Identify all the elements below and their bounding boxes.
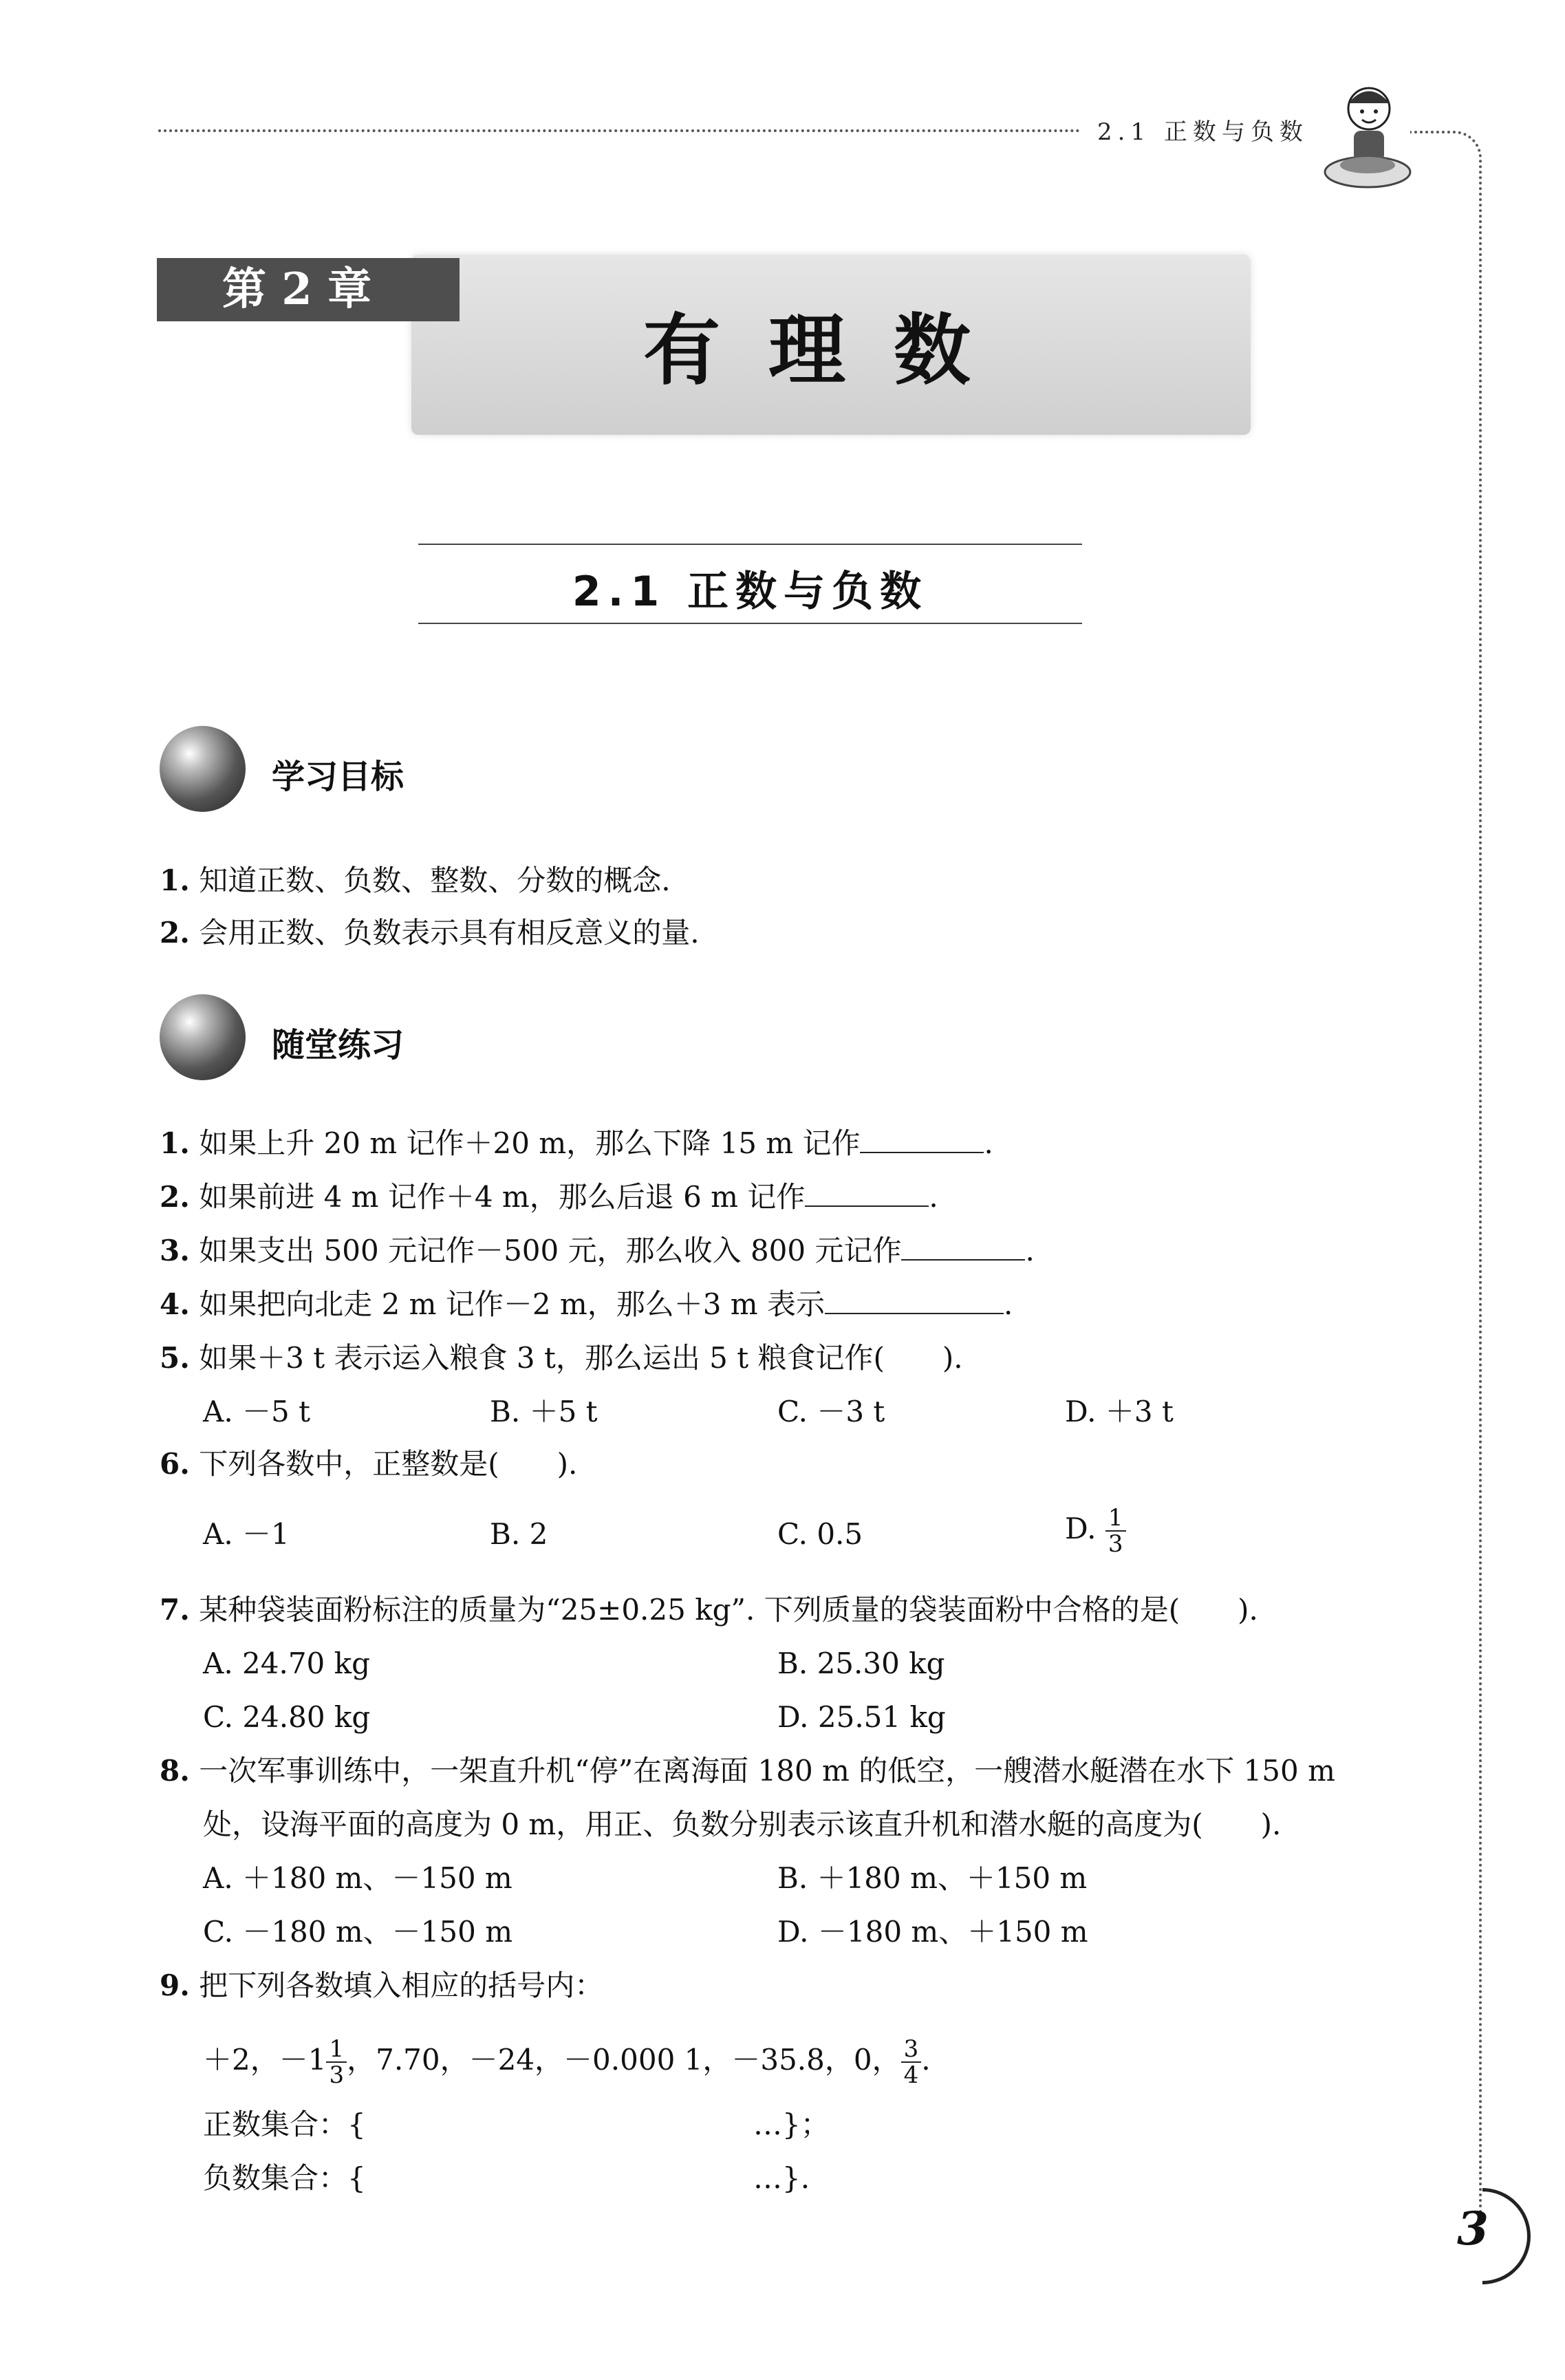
section-rule-top (418, 544, 1082, 545)
goal-item: 2. 会用正数、负数表示具有相反意义的量. (160, 916, 700, 950)
option[interactable]: C. －3 t (777, 1395, 885, 1428)
negative-set-label: 负数集合：{ (203, 2161, 366, 2195)
answer-blank[interactable] (860, 1124, 984, 1153)
negative-set-end: …}. (753, 2161, 810, 2195)
globe-icon (160, 726, 246, 812)
goal-item: 1. 知道正数、负数、整数、分数的概念. (160, 864, 671, 897)
fraction: $\frac{1}{3}$ (1105, 1505, 1126, 1556)
option[interactable]: A. －1 (203, 1517, 290, 1551)
option[interactable]: C. 24.80 kg (203, 1700, 371, 1734)
option[interactable]: D. ＋3 t (1065, 1395, 1174, 1428)
question-7: 7. 某种袋装面粉标注的质量为“25±0.25 kg”. 下列质量的袋装面粉中合格的是( ). (160, 1593, 1258, 1627)
goals-heading: 学习目标 (272, 758, 404, 796)
grid-globe-icon (160, 994, 246, 1080)
option[interactable]: D. 25.51 kg (777, 1700, 946, 1734)
mixed-fraction: $\frac{1}{3}$ (326, 2037, 347, 2088)
chapter-tag: 第 2 章 (157, 258, 460, 321)
header-dotted-rule (158, 129, 1080, 132)
option[interactable]: C. 0.5 (777, 1517, 863, 1551)
page-number: 3 (1457, 2202, 1489, 2255)
option[interactable]: D. －180 m、＋150 m (777, 1915, 1088, 1949)
option[interactable]: B. ＋5 t (490, 1395, 598, 1428)
option[interactable]: A. ＋180 m、－150 m (203, 1861, 512, 1895)
section-title: 2.1 正数与负数 (572, 568, 929, 616)
question-6: 6. 下列各数中，正整数是( ). (160, 1447, 578, 1481)
answer-blank[interactable] (901, 1232, 1025, 1261)
question-2: 2. 如果前进 4 m 记作＋4 m，那么后退 6 m 记作 . (160, 1178, 938, 1216)
question-9: 9. 把下列各数填入相应的括号内： (160, 1969, 604, 2002)
question-4: 4. 如果把向北走 2 m 记作－2 m，那么＋3 m 表示 . (160, 1285, 1013, 1324)
option[interactable]: B. 2 (490, 1517, 548, 1551)
section-rule-bottom (418, 623, 1082, 624)
answer-blank[interactable] (825, 1285, 1004, 1314)
positive-set-end: …}； (753, 2108, 830, 2141)
option[interactable]: D. $\frac{1}{3}$ (1065, 1505, 1126, 1556)
chapter-title: 有理数 (643, 306, 1019, 396)
right-margin-dotted-border (1410, 131, 1482, 2225)
boy-on-float-icon (1321, 76, 1414, 193)
question-5: 5. 如果＋3 t 表示运入粮食 3 t，那么运出 5 t 粮食记作( ). (160, 1341, 963, 1375)
option[interactable]: A. －5 t (203, 1395, 310, 1428)
option[interactable]: A. 24.70 kg (203, 1647, 370, 1680)
positive-set-label: 正数集合：{ (203, 2108, 366, 2141)
number-list: ＋2，－1 $\frac{1}{3}$ ，7.70，－24，－0.000 1，－35.8，0， $\frac{3}{4}$ . (203, 2035, 931, 2089)
question-8-line-2: 处，设海平面的高度为 0 m，用正、负数分别表示该直升机和潜水艇的高度为( ). (203, 1808, 1282, 1841)
fraction: $\frac{3}{4}$ (901, 2037, 922, 2088)
question-3: 3. 如果支出 500 元记作－500 元，那么收入 800 元记作 . (160, 1232, 1035, 1270)
running-title: 2.1 正数与负数 (1097, 118, 1308, 146)
option[interactable]: B. ＋180 m、＋150 m (777, 1861, 1088, 1895)
option[interactable]: B. 25.30 kg (777, 1647, 945, 1680)
question-1: 1. 如果上升 20 m 记作＋20 m，那么下降 15 m 记作 . (160, 1124, 993, 1163)
option[interactable]: C. －180 m、－150 m (203, 1915, 513, 1949)
answer-blank[interactable] (805, 1178, 929, 1207)
practice-heading: 随堂练习 (272, 1026, 404, 1064)
question-8: 8. 一次军事训练中，一架直升机“停”在离海面 180 m 的低空，一艘潜水艇潜在水下 150 m (160, 1754, 1335, 1788)
